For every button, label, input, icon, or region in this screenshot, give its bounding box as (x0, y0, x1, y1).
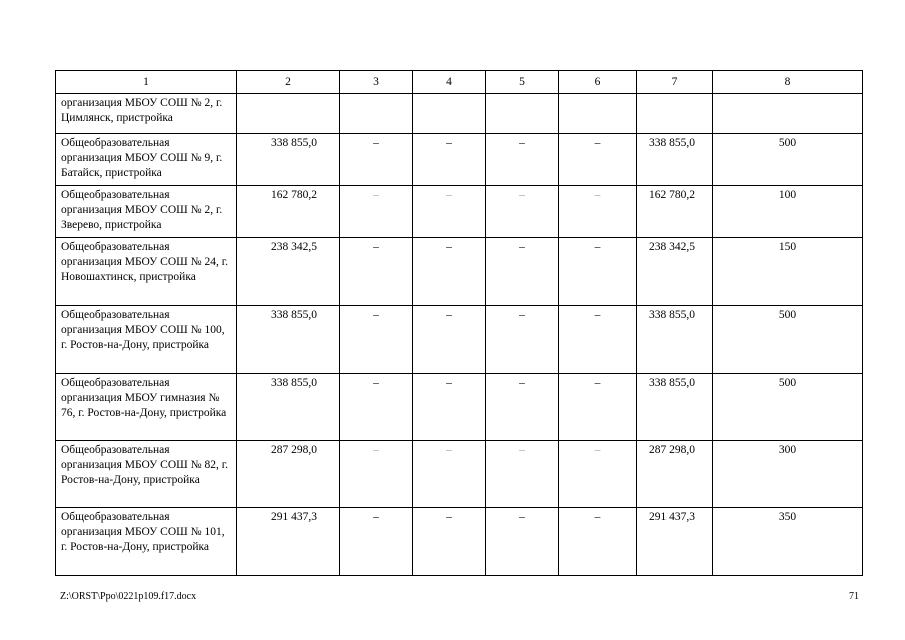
table-header-row (56, 71, 863, 94)
col-5-cell: – (486, 306, 559, 374)
table-row (56, 306, 863, 374)
amount-col-7-cell: 338 855,0 (637, 306, 713, 374)
col-5-cell: – (486, 186, 559, 238)
capacity-cell: 500 (713, 306, 863, 374)
col-4-cell: – (413, 186, 486, 238)
col-3-cell (340, 94, 413, 134)
amount-col-7-cell: 162 780,2 (637, 186, 713, 238)
amount-col-7-cell: 291 437,3 (637, 508, 713, 576)
col-4-cell (413, 94, 486, 134)
col-3-cell: – (340, 306, 413, 374)
table-row (56, 186, 863, 238)
col-6-cell: – (559, 374, 637, 441)
institution-name-cell: Общеобразовательная организация МБОУ СОШ № 9, г. Батайск, пристройка (56, 134, 237, 186)
col-5-cell: – (486, 238, 559, 306)
col-5-cell: – (486, 441, 559, 508)
table-row (56, 374, 863, 441)
table-row (56, 441, 863, 508)
header-col-4: 4 (413, 71, 486, 94)
header-col-5: 5 (486, 71, 559, 94)
amount-total-cell: 238 342,5 (237, 238, 340, 306)
col-3-cell: – (340, 374, 413, 441)
capacity-cell: 500 (713, 374, 863, 441)
page-number: 71 (849, 591, 859, 602)
institution-name-cell: Общеобразовательная организация МБОУ СОШ № 2, г. Зверево, пристройка (56, 186, 237, 238)
col-5-cell: – (486, 134, 559, 186)
institution-name-cell: Общеобразовательная организация МБОУ СОШ № 24, г. Новошахтинск, пристройка (56, 238, 237, 306)
table-row (56, 94, 863, 134)
col-4-cell: – (413, 374, 486, 441)
table-row (56, 238, 863, 306)
col-3-cell: – (340, 508, 413, 576)
amount-total-cell (237, 94, 340, 134)
header-col-7: 7 (637, 71, 713, 94)
header-col-8: 8 (713, 71, 863, 94)
budget-table (55, 70, 863, 576)
amount-col-7-cell: 287 298,0 (637, 441, 713, 508)
table-row (56, 508, 863, 576)
capacity-cell: 500 (713, 134, 863, 186)
institution-name-cell: Общеобразовательная организация МБОУ гимназия № 76, г. Ростов-на-Дону, пристройка (56, 374, 237, 441)
col-4-cell: – (413, 134, 486, 186)
header-col-1: 1 (56, 71, 237, 94)
col-6-cell: – (559, 508, 637, 576)
col-3-cell: – (340, 238, 413, 306)
amount-col-7-cell (637, 94, 713, 134)
institution-name-cell: Общеобразовательная организация МБОУ СОШ № 101, г. Ростов-на-Дону, пристройка (56, 508, 237, 576)
amount-total-cell: 291 437,3 (237, 508, 340, 576)
institution-name-cell: Общеобразовательная организация МБОУ СОШ № 82, г. Ростов-на-Дону, пристройка (56, 441, 237, 508)
amount-col-7-cell: 338 855,0 (637, 374, 713, 441)
col-4-cell: – (413, 508, 486, 576)
col-6-cell (559, 94, 637, 134)
amount-col-7-cell: 338 855,0 (637, 134, 713, 186)
footer-file-path: Z:\ORST\Ppo\0221p109.f17.docx (60, 591, 197, 602)
col-3-cell: – (340, 186, 413, 238)
col-6-cell: – (559, 441, 637, 508)
header-col-2: 2 (237, 71, 340, 94)
amount-total-cell: 162 780,2 (237, 186, 340, 238)
capacity-cell: 350 (713, 508, 863, 576)
institution-name-cell: Общеобразовательная организация МБОУ СОШ № 100, г. Ростов-на-Дону, пристройка (56, 306, 237, 374)
amount-total-cell: 338 855,0 (237, 374, 340, 441)
table-row (56, 134, 863, 186)
col-6-cell: – (559, 306, 637, 374)
col-3-cell: – (340, 441, 413, 508)
capacity-cell: 100 (713, 186, 863, 238)
institution-name-cell: организация МБОУ СОШ № 2, г. Цимлянск, пристройка (56, 94, 237, 134)
capacity-cell (713, 94, 863, 134)
amount-col-7-cell: 238 342,5 (637, 238, 713, 306)
capacity-cell: 150 (713, 238, 863, 306)
col-4-cell: – (413, 441, 486, 508)
amount-total-cell: 287 298,0 (237, 441, 340, 508)
col-6-cell: – (559, 238, 637, 306)
col-4-cell: – (413, 306, 486, 374)
capacity-cell: 300 (713, 441, 863, 508)
amount-total-cell: 338 855,0 (237, 306, 340, 374)
header-col-6: 6 (559, 71, 637, 94)
col-5-cell: – (486, 374, 559, 441)
col-5-cell: – (486, 508, 559, 576)
header-col-3: 3 (340, 71, 413, 94)
col-5-cell (486, 94, 559, 134)
amount-total-cell: 338 855,0 (237, 134, 340, 186)
col-6-cell: – (559, 134, 637, 186)
col-6-cell: – (559, 186, 637, 238)
col-4-cell: – (413, 238, 486, 306)
col-3-cell: – (340, 134, 413, 186)
